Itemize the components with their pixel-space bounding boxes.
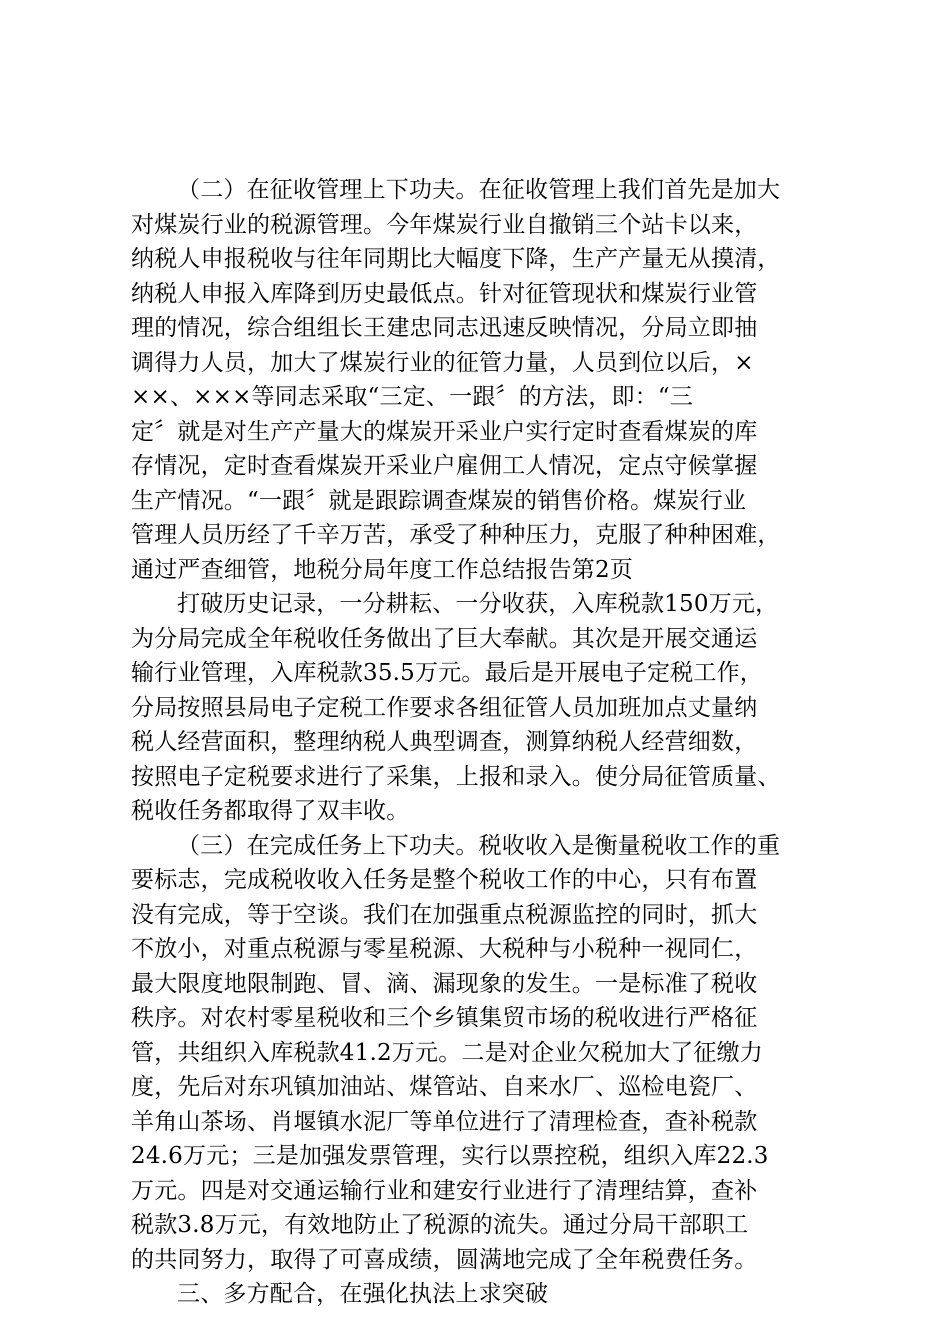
text-line: 税人经营面积，整理纳税人典型调查，测算纳税人经营细数， bbox=[131, 729, 758, 755]
text-line: （三）在完成任务上下功夫。税收收入是衡量税收工作的重 bbox=[177, 832, 781, 859]
text-line: 没有完成，等于空谈。我们在加强重点税源监控的同时，抓大 bbox=[131, 901, 758, 928]
text-line: 纳税人申报税收与往年同期比大幅度下降，生产产量无从摸清， bbox=[131, 246, 781, 272]
text-line: 理的情况，综合组组长王建忠同志迅速反映情况，分局立即抽 bbox=[131, 315, 758, 341]
text-line: 最大限度地限制跑、冒、滴、漏现象的发生。一是标准了税收 bbox=[131, 970, 758, 997]
text-line: 按照电子定税要求进行了采集，上报和录入。使分局征管质量、 bbox=[131, 763, 781, 790]
text-line: 秩序。对农村零星税收和三个乡镇集贸市场的税收进行严格征 bbox=[131, 1005, 758, 1031]
text-line: 分局按照县局电子定税工作要求各组征管人员加班加点丈量纳 bbox=[131, 694, 758, 721]
text-line: 不放小，对重点税源与零星税源、大税种与小税种一视同仁， bbox=[131, 936, 758, 962]
text-line: 生产情况。“一跟〞就是跟踪调查煤炭的销售价格。煤炭行业 bbox=[131, 487, 747, 514]
text-line: 税收任务都取得了双丰收。 bbox=[131, 798, 410, 824]
text-line: 存情况，定时查看煤炭开采业户雇佣工人情况，定点守候掌握 bbox=[131, 453, 758, 479]
text-line: 要标志，完成税收收入任务是整个税收工作的中心，只有布置 bbox=[131, 867, 758, 893]
text-line: 对煤炭行业的税源管理。今年煤炭行业自撤销三个站卡以来， bbox=[131, 211, 758, 238]
text-line: 24.6万元；三是加强发票管理，实行以票控税，组织入库22.3 bbox=[131, 1143, 769, 1169]
text-line: 通过严查细管，地税分局年度工作总结报告第2页 bbox=[131, 556, 634, 583]
text-line: 管理人员历经了千辛万苦，承受了种种压力，克服了种种困难， bbox=[131, 522, 781, 548]
section-heading: 三、多方配合，在强化执法上求突破 bbox=[177, 1281, 549, 1307]
text-line: 定〞就是对生产产量大的煤炭开采业户实行定时查看煤炭的库 bbox=[131, 418, 758, 445]
text-line: 打破历史记录，一分耕耘、一分收获，入库税款150万元， bbox=[177, 591, 779, 617]
text-line: 输行业管理，入库税款35.5万元。最后是开展电子定税工作， bbox=[131, 660, 764, 686]
text-line: 羊角山茶场、肖堰镇水泥厂等单位进行了清理检查，查补税款 bbox=[131, 1108, 758, 1135]
text-line: 为分局完成全年税收任务做出了巨大奉献。其次是开展交通运 bbox=[131, 625, 758, 652]
text-line: （二）在征收管理上下功夫。在征收管理上我们首先是加大 bbox=[177, 177, 781, 203]
text-line: 管，共组织入库税款41.2万元。二是对企业欠税加大了征缴力 bbox=[131, 1039, 764, 1066]
text-line: 的共同努力，取得了可喜成绩，圆满地完成了全年税费任务。 bbox=[131, 1246, 758, 1273]
text-line: 税款3.8万元，有效地防止了税源的流失。通过分局干部职工 bbox=[131, 1212, 749, 1238]
document-page bbox=[131, 173, 831, 1312]
text-line: 纳税人申报入库降到历史最低点。针对征管现状和煤炭行业管 bbox=[131, 280, 758, 307]
text-line: 万元。四是对交通运输行业和建安行业进行了清理结算，查补 bbox=[131, 1177, 758, 1204]
text-line: 度，先后对东巩镇加油站、煤管站、自来水厂、巡检电瓷厂、 bbox=[131, 1074, 758, 1100]
text-line: ××、×××等同志采取“三定、一跟〞的方法，即：“三 bbox=[131, 384, 694, 410]
text-line: 调得力人员，加大了煤炭行业的征管力量，人员到位以后，× bbox=[131, 349, 754, 376]
